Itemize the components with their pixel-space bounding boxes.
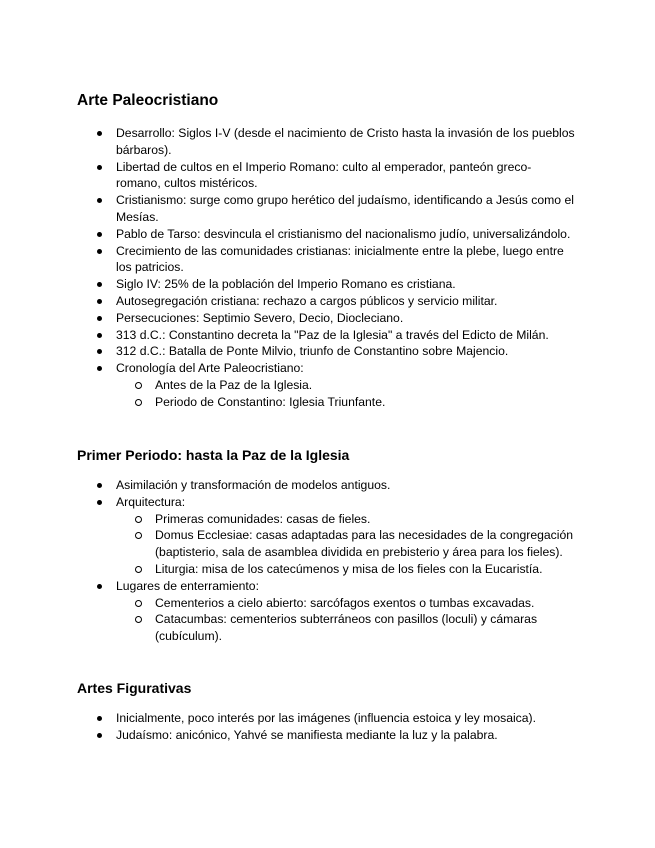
list-item: Judaísmo: anicónico, Yahvé se manifiesta mediante la luz y la palabra. bbox=[0, 727, 655, 744]
sub-list-item: Periodo de Constantino: Iglesia Triunfante. bbox=[0, 394, 655, 411]
sub-list-item: Cementerios a cielo abierto: sarcófagos exentos o tumbas excavadas. bbox=[0, 595, 655, 612]
list-item: Pablo de Tarso: desvincula el cristianismo del nacionalismo judío, universalizándolo. bbox=[0, 226, 655, 243]
sub-list-item: Primeras comunidades: casas de fieles. bbox=[0, 511, 655, 528]
list-item: Persecuciones: Septimio Severo, Decio, Diocleciano. bbox=[0, 310, 655, 327]
list-item: 312 d.C.: Batalla de Ponte Milvio, triunfo de Constantino sobre Majencio. bbox=[0, 343, 655, 360]
heading-primer-periodo: Primer Periodo: hasta la Paz de la Iglesia bbox=[77, 447, 350, 463]
sub-list-item: Catacumbas: cementerios subterráneos con pasillos (loculi) y cámaras (cubículum). bbox=[0, 611, 655, 645]
list-arte-paleocristiano bbox=[0, 125, 655, 411]
list-item: Desarrollo: Siglos I-V (desde el nacimiento de Cristo hasta la invasión de los pueblos bárbaros). bbox=[0, 125, 655, 159]
list-item: Crecimiento de las comunidades cristianas: inicialmente entre la plebe, luego entre los patricios. bbox=[0, 243, 655, 277]
list-item: Lugares de enterramiento: bbox=[0, 578, 655, 595]
list-item: Cronología del Arte Paleocristiano: bbox=[0, 360, 655, 377]
list-item: Asimilación y transformación de modelos antiguos. bbox=[0, 477, 655, 494]
list-primer-periodo bbox=[0, 477, 655, 645]
sub-list-item: Liturgia: misa de los catecúmenos y misa de los fieles con la Eucaristía. bbox=[0, 561, 655, 578]
list-artes-figurativas bbox=[0, 710, 655, 744]
heading-arte-paleocristiano: Arte Paleocristiano bbox=[77, 92, 219, 109]
list-item: Autosegregación cristiana: rechazo a cargos públicos y servicio militar. bbox=[0, 293, 655, 310]
list-item: Cristianismo: surge como grupo herético del judaísmo, identificando a Jesús como el Mesías. bbox=[0, 192, 655, 226]
sub-list-item: Domus Ecclesiae: casas adaptadas para las necesidades de la congregación (baptisterio, sala de asamblea dividida en prebisterio y área para los fieles). bbox=[0, 527, 655, 561]
list-item: Libertad de cultos en el Imperio Romano: culto al emperador, panteón greco-romano, cultos mistéricos. bbox=[0, 159, 655, 193]
list-item: Arquitectura: bbox=[0, 494, 655, 511]
list-item: 313 d.C.: Constantino decreta la "Paz de la Iglesia" a través del Edicto de Milán. bbox=[0, 327, 655, 344]
sub-list-item: Antes de la Paz de la Iglesia. bbox=[0, 377, 655, 394]
heading-artes-figurativas: Artes Figurativas bbox=[77, 680, 192, 696]
list-item: Siglo IV: 25% de la población del Imperio Romano es cristiana. bbox=[0, 276, 655, 293]
list-item: Inicialmente, poco interés por las imágenes (influencia estoica y ley mosaica). bbox=[0, 710, 655, 727]
